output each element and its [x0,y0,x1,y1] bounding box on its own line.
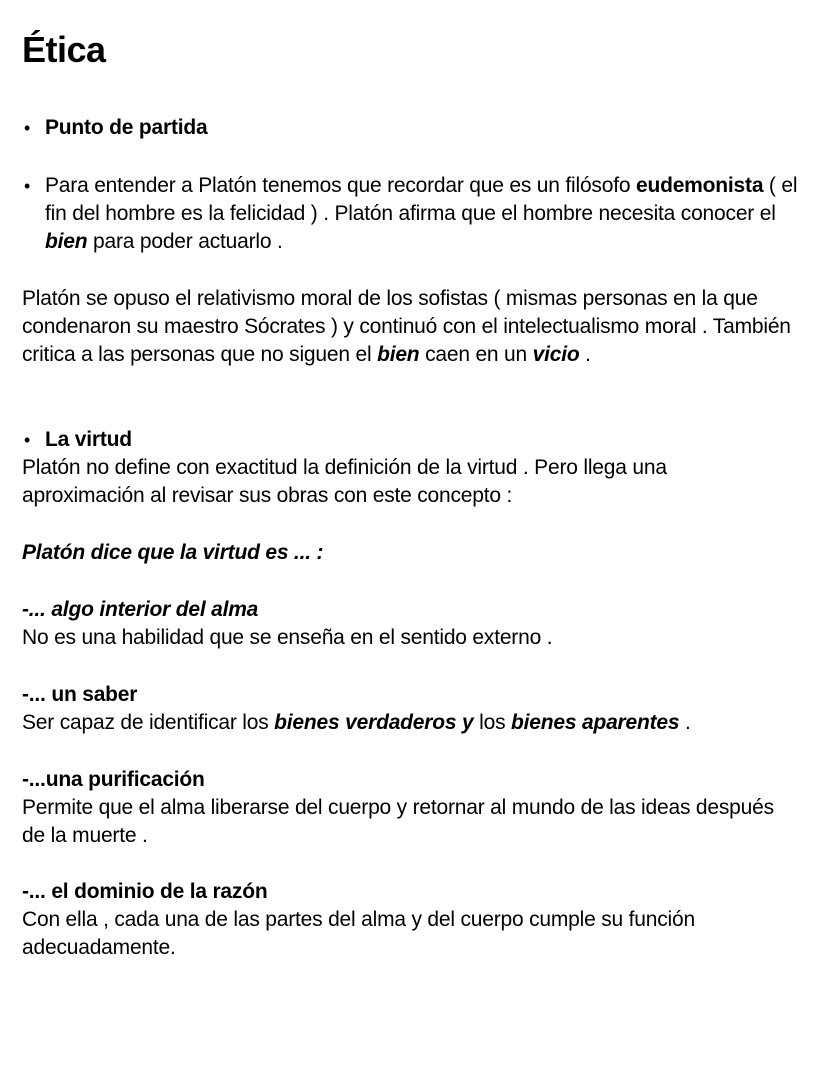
item-text-un-saber: Ser capaz de identificar los bienes verdaderos y los bienes aparentes . [22,711,691,734]
section-heading-text: La virtud [45,428,132,451]
term-bien: bien [377,343,420,366]
item-text-algo-interior: No es una habilidad que se enseña en el sentido externo . [22,626,553,649]
section-heading-la-virtud [22,426,822,454]
item-heading-dominio-razon: -... el dominio de la razón [22,880,268,903]
bullet-icon: • [24,430,31,450]
bullet-icon: • [24,118,31,138]
term-eudemonista: eudemonista [635,174,764,197]
item-heading-purificacion: -...una purificación [22,768,205,791]
paragraph-relativismo: Platón se opuso el relativismo moral de los sofistas ( mismas personas en la que condenaron su maestro Sócrates ) y continuó con el intelectualismo moral . También critica a las personas que no siguen el bien caen en un vicio . [22,287,791,366]
item-heading-algo-interior: -... algo interior del alma [22,598,259,621]
term-bienes-aparentes: bienes aparentes [511,711,680,734]
bullet-paragraph-text: Para entender a Platón tenemos que recordar que es un filósofo eudemonista ( el fin del hombre es la felicidad ) . Platón afirma que el hombre necesita conocer el bien para poder actuarlo . [45,174,798,253]
bullet-icon: • [24,176,31,196]
term-bienes-verdaderos: bienes verdaderos y [274,711,474,734]
intro-statement: Platón dice que la virtud es ... : [22,541,324,564]
term-bien: bien [45,230,88,253]
page-title: Ética [22,29,106,70]
item-text-purificacion: Permite que el alma liberarse del cuerpo y retornar al mundo de las ideas después de la muerte . [22,796,774,847]
section-heading-punto-de-partida [22,114,822,142]
term-vicio: vicio [532,343,580,366]
item-heading-un-saber: -... un saber [22,683,138,706]
bullet-paragraph-eudemonista [22,172,822,256]
section-heading-text: Punto de partida [45,116,208,139]
item-text-dominio-razon: Con ella , cada una de las partes del alma y del cuerpo cumple su función adecuadamente. [22,908,695,959]
paragraph-virtud: Platón no define con exactitud la definición de la virtud . Pero llega una aproximación al revisar sus obras con este concepto : [22,456,667,507]
